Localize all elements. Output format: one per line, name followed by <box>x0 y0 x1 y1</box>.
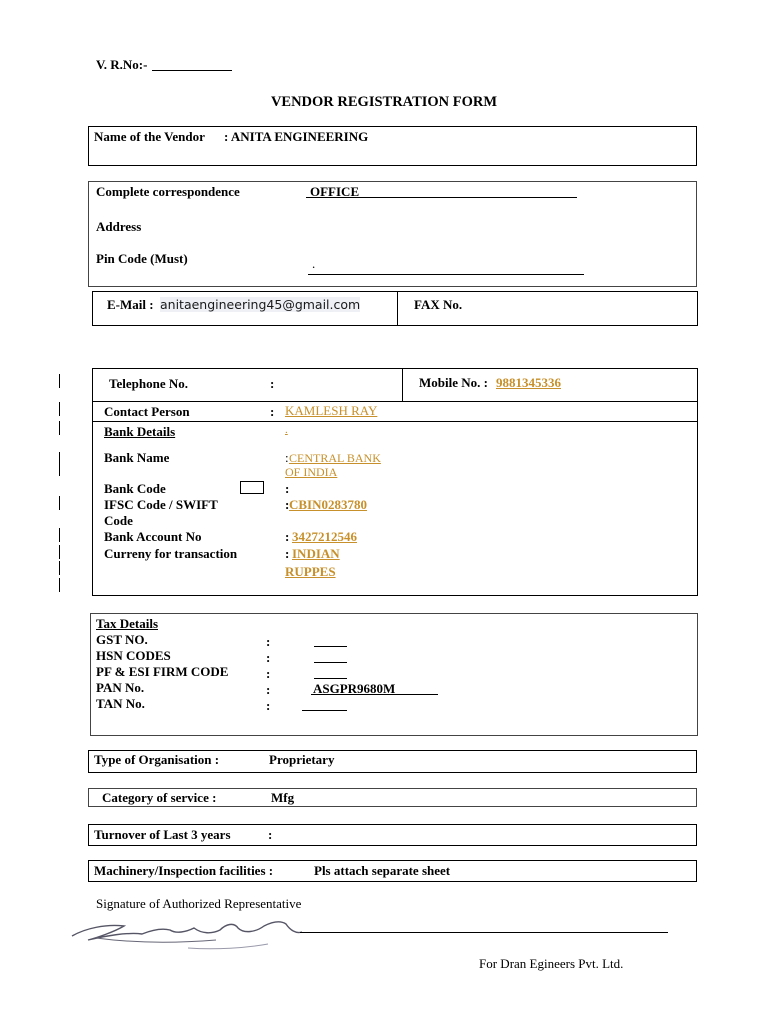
correspondence-label: Complete correspondence <box>96 184 240 199</box>
change-bar <box>59 421 60 435</box>
pin-code-label: Pin Code (Must) <box>96 251 188 266</box>
gst-sep: : <box>266 634 271 649</box>
vendor-name-label: Name of the Vendor <box>94 129 205 144</box>
ifsc-label-line-2: Code <box>104 513 133 528</box>
account-value[interactable]: 3427212546 <box>292 529 357 544</box>
organisation-type-value[interactable]: Proprietary <box>269 752 335 767</box>
gst-label: GST NO. <box>96 632 148 647</box>
category-value[interactable]: Mfg <box>271 790 295 805</box>
telephone-sep: : <box>270 376 275 391</box>
company-name: For Dran Egineers Pvt. Ltd. <box>479 956 624 971</box>
bank-code-sep: : <box>285 481 290 496</box>
telephone-label: Telephone No. <box>109 376 188 391</box>
tan-line <box>302 710 347 711</box>
currency-value-1[interactable]: INDIAN <box>292 546 340 561</box>
tax-details-heading: Tax Details <box>96 616 158 631</box>
pan-label: PAN No. <box>96 680 145 695</box>
bank-details-heading: Bank Details <box>104 424 176 439</box>
account-label: Bank Account No <box>104 529 202 544</box>
email-value[interactable]: anitaengineering45@gmail.com <box>160 297 361 312</box>
signature-label: Signature of Authorized Representative <box>96 896 302 911</box>
ifsc-value[interactable]: CBIN0283780 <box>289 497 368 512</box>
bank-name-value-2[interactable]: OF INDIA <box>285 465 338 479</box>
pin-code-line <box>308 274 584 275</box>
contact-person-value[interactable]: KAMLESH RAY <box>285 403 378 418</box>
organisation-type-label: Type of Organisation : <box>94 752 220 767</box>
correspondence-value: OFFICE <box>310 184 360 199</box>
tan-label: TAN No. <box>96 696 145 711</box>
machinery-value[interactable]: Pls attach separate sheet <box>314 863 451 878</box>
bank-name-label: Bank Name <box>104 450 170 465</box>
ifsc-label-line-1: IFSC Code / SWIFT <box>104 497 218 512</box>
contact-person-label: Contact Person <box>104 404 190 419</box>
change-bar <box>59 545 60 559</box>
bank-code-checkbox[interactable] <box>240 481 264 494</box>
telephone-divider <box>402 368 403 402</box>
change-bar <box>59 578 60 592</box>
pan-value[interactable]: ASGPR9680M <box>313 681 396 696</box>
pf-esi-line <box>314 678 347 679</box>
email-fax-divider <box>397 291 398 326</box>
currency-label: Curreny for transaction <box>104 546 238 561</box>
pf-esi-label: PF & ESI FIRM CODE <box>96 664 229 679</box>
email-label: E-Mail : <box>107 297 154 312</box>
contact-person-sep: : <box>270 404 275 419</box>
signature-scribble-icon <box>66 908 316 952</box>
mobile-label: Mobile No. : <box>419 375 488 390</box>
signature-line <box>300 932 668 933</box>
ifsc-sep: : <box>285 497 290 512</box>
fax-label: FAX No. <box>414 297 463 312</box>
vendor-name-value: : ANITA ENGINEERING <box>224 129 369 144</box>
pin-code-value: . <box>312 256 316 271</box>
bank-name-value-1[interactable]: CENTRAL BANK <box>289 451 381 465</box>
mobile-value[interactable]: 9881345336 <box>496 375 561 390</box>
bank-code-label: Bank Code <box>104 481 166 496</box>
change-bar <box>59 374 60 388</box>
turnover-sep: : <box>268 827 273 842</box>
change-bar <box>59 452 60 476</box>
change-bar <box>59 496 60 510</box>
tan-sep: : <box>266 698 271 713</box>
bank-name-sep: : <box>285 450 289 465</box>
hsn-label: HSN CODES <box>96 648 171 663</box>
form-title: VENDOR REGISTRATION FORM <box>270 94 498 110</box>
machinery-label: Machinery/Inspection facilities : <box>94 863 274 878</box>
hsn-sep: : <box>266 650 271 665</box>
pan-line <box>311 694 438 695</box>
currency-sep: : <box>285 546 290 561</box>
account-sep: : <box>285 529 290 544</box>
currency-value-2[interactable]: RUPPES <box>285 564 336 579</box>
vr-no-label: V. R.No:- <box>96 57 148 72</box>
gst-line <box>314 646 347 647</box>
correspondence-line <box>306 197 577 198</box>
bank-details-mark: . <box>285 424 288 436</box>
category-label: Category of service : <box>102 790 217 805</box>
hsn-line <box>314 662 347 663</box>
change-bar <box>59 402 60 416</box>
pf-esi-sep: : <box>266 666 271 681</box>
address-label: Address <box>96 219 142 234</box>
pan-sep: : <box>266 682 271 697</box>
vr-no-line <box>152 70 232 71</box>
change-bar <box>59 528 60 542</box>
turnover-label: Turnover of Last 3 years <box>94 827 231 842</box>
change-bar <box>59 561 60 575</box>
